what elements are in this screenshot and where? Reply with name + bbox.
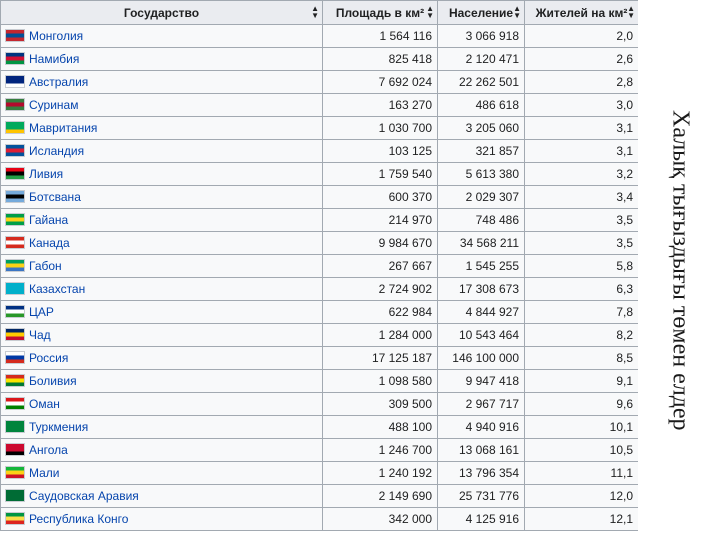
country-cell [1, 416, 323, 439]
sort-icon[interactable]: ▲ ▼ [426, 4, 434, 20]
country-cell [1, 232, 323, 255]
density-cell: 2,6 [525, 48, 639, 71]
country-cell [1, 25, 323, 48]
flag-icon [5, 466, 25, 479]
country-link[interactable]: Казахстан [29, 282, 86, 296]
country-link[interactable]: Россия [29, 351, 69, 365]
density-cell: 3,2 [525, 163, 639, 186]
country-link[interactable]: Ангола [29, 443, 68, 457]
density-cell: 9,1 [525, 370, 639, 393]
country-link[interactable]: Австралия [29, 75, 89, 89]
density-cell: 7,8 [525, 301, 639, 324]
population-cell: 321 857 [438, 140, 525, 163]
population-cell: 748 486 [438, 209, 525, 232]
density-cell: 12,1 [525, 508, 639, 531]
population-cell: 25 731 776 [438, 485, 525, 508]
country-cell [1, 393, 323, 416]
country-cell [1, 439, 323, 462]
population-cell: 2 120 471 [438, 48, 525, 71]
density-cell: 8,5 [525, 347, 639, 370]
flag-icon [5, 374, 25, 387]
header-country-label: Государство [123, 5, 200, 20]
area-cell: 163 270 [323, 94, 438, 117]
area-cell: 622 984 [323, 301, 438, 324]
country-cell [1, 485, 323, 508]
country-link[interactable]: Ливия [29, 167, 64, 181]
flag-icon [5, 259, 25, 272]
flag-icon [5, 213, 25, 226]
flag-icon [5, 121, 25, 134]
density-cell: 10,5 [525, 439, 639, 462]
header-density[interactable] [525, 1, 639, 25]
flag-icon [5, 397, 25, 410]
flag-icon [5, 489, 25, 502]
density-cell: 2,0 [525, 25, 639, 48]
country-link[interactable]: Мавритания [29, 121, 98, 135]
country-cell [1, 48, 323, 71]
population-cell: 34 568 211 [438, 232, 525, 255]
country-cell [1, 278, 323, 301]
flag-icon [5, 144, 25, 157]
country-cell [1, 462, 323, 485]
area-cell: 7 692 024 [323, 71, 438, 94]
density-cell: 10,1 [525, 416, 639, 439]
table-row [1, 370, 639, 393]
population-cell: 13 068 161 [438, 439, 525, 462]
header-country[interactable] [1, 1, 323, 25]
population-cell: 146 100 000 [438, 347, 525, 370]
population-cell: 2 967 717 [438, 393, 525, 416]
area-cell: 17 125 187 [323, 347, 438, 370]
sort-icon[interactable]: ▲ ▼ [513, 4, 521, 20]
country-cell [1, 301, 323, 324]
population-cell: 5 613 380 [438, 163, 525, 186]
area-cell: 600 370 [323, 186, 438, 209]
sort-icon[interactable]: ▲ ▼ [311, 4, 319, 20]
table-row [1, 71, 639, 94]
table-row [1, 25, 639, 48]
area-cell: 2 149 690 [323, 485, 438, 508]
table-row [1, 186, 639, 209]
population-cell: 1 545 255 [438, 255, 525, 278]
area-cell: 1 240 192 [323, 462, 438, 485]
flag-icon [5, 420, 25, 433]
country-cell [1, 370, 323, 393]
area-cell: 1 564 116 [323, 25, 438, 48]
country-link[interactable]: Оман [29, 397, 60, 411]
country-link[interactable]: Канада [29, 236, 70, 250]
density-cell: 6,3 [525, 278, 639, 301]
flag-icon [5, 236, 25, 249]
density-cell: 11,1 [525, 462, 639, 485]
area-cell: 2 724 902 [323, 278, 438, 301]
table-row [1, 140, 639, 163]
table-row [1, 324, 639, 347]
area-cell: 214 970 [323, 209, 438, 232]
flag-icon [5, 282, 25, 295]
area-cell: 825 418 [323, 48, 438, 71]
population-cell: 22 262 501 [438, 71, 525, 94]
country-cell [1, 140, 323, 163]
area-cell: 1 098 580 [323, 370, 438, 393]
population-cell: 13 796 354 [438, 462, 525, 485]
table-row [1, 439, 639, 462]
country-link[interactable]: Исландия [29, 144, 85, 158]
flag-icon [5, 167, 25, 180]
country-link[interactable]: Ботсвана [29, 190, 81, 204]
flag-icon [5, 52, 25, 65]
slide-title: Халық тығыздығы төмен елдер [667, 109, 694, 431]
table-row [1, 393, 639, 416]
country-link[interactable]: Боливия [29, 374, 77, 388]
flag-icon [5, 98, 25, 111]
country-link[interactable]: Намибия [29, 52, 80, 66]
population-cell: 486 618 [438, 94, 525, 117]
population-cell: 2 029 307 [438, 186, 525, 209]
country-cell [1, 209, 323, 232]
country-link[interactable]: Суринам [29, 98, 79, 112]
table-row [1, 255, 639, 278]
population-cell: 4 940 916 [438, 416, 525, 439]
header-population-label: Население [448, 5, 514, 20]
flag-icon [5, 29, 25, 42]
population-cell: 4 844 927 [438, 301, 525, 324]
header-population[interactable] [438, 1, 525, 25]
table-row [1, 462, 639, 485]
flag-icon [5, 512, 25, 525]
table-row [1, 94, 639, 117]
population-cell: 17 308 673 [438, 278, 525, 301]
area-cell: 1 759 540 [323, 163, 438, 186]
country-link[interactable]: Габон [29, 259, 62, 273]
country-cell [1, 94, 323, 117]
country-link[interactable]: ЦАР [29, 305, 54, 319]
table-row [1, 48, 639, 71]
country-link[interactable]: Чад [29, 328, 51, 342]
density-cell: 12,0 [525, 485, 639, 508]
country-cell [1, 186, 323, 209]
area-cell: 267 667 [323, 255, 438, 278]
table-row [1, 117, 639, 140]
country-cell [1, 163, 323, 186]
header-area-label: Площадь в км² [335, 5, 425, 20]
density-cell: 3,5 [525, 209, 639, 232]
density-cell: 3,1 [525, 140, 639, 163]
country-link[interactable]: Саудовская Аравия [29, 489, 139, 503]
table-row [1, 508, 639, 531]
table-row [1, 347, 639, 370]
table-row [1, 209, 639, 232]
table-row [1, 232, 639, 255]
population-cell: 9 947 418 [438, 370, 525, 393]
flag-icon [5, 305, 25, 318]
header-density-label: Жителей на км² [535, 5, 628, 20]
header-area[interactable] [323, 1, 438, 25]
density-cell: 2,8 [525, 71, 639, 94]
country-cell [1, 508, 323, 531]
area-cell: 1 284 000 [323, 324, 438, 347]
country-cell [1, 324, 323, 347]
slide-title-container [640, 0, 720, 540]
table-row [1, 278, 639, 301]
population-cell: 10 543 464 [438, 324, 525, 347]
country-link[interactable]: Республика Конго [29, 512, 129, 526]
flag-icon [5, 351, 25, 364]
density-cell: 3,0 [525, 94, 639, 117]
density-cell: 3,1 [525, 117, 639, 140]
area-cell: 342 000 [323, 508, 438, 531]
population-cell: 3 066 918 [438, 25, 525, 48]
flag-icon [5, 190, 25, 203]
area-cell: 103 125 [323, 140, 438, 163]
sort-icon[interactable]: ▲ ▼ [627, 4, 635, 20]
country-link[interactable]: Мали [29, 466, 60, 480]
table-body [1, 25, 639, 531]
table-row [1, 163, 639, 186]
population-cell: 3 205 060 [438, 117, 525, 140]
country-cell [1, 347, 323, 370]
country-link[interactable]: Монголия [29, 29, 84, 43]
area-cell: 309 500 [323, 393, 438, 416]
country-cell [1, 117, 323, 140]
country-cell [1, 71, 323, 94]
flag-icon [5, 75, 25, 88]
density-cell: 3,5 [525, 232, 639, 255]
table-row [1, 416, 639, 439]
country-link[interactable]: Гайана [29, 213, 69, 227]
area-cell: 1 030 700 [323, 117, 438, 140]
area-cell: 488 100 [323, 416, 438, 439]
density-cell: 3,4 [525, 186, 639, 209]
flag-icon [5, 328, 25, 341]
density-cell: 8,2 [525, 324, 639, 347]
flag-icon [5, 443, 25, 456]
area-cell: 1 246 700 [323, 439, 438, 462]
density-cell: 5,8 [525, 255, 639, 278]
table-row [1, 301, 639, 324]
population-cell: 4 125 916 [438, 508, 525, 531]
density-cell: 9,6 [525, 393, 639, 416]
country-cell [1, 255, 323, 278]
table-row [1, 485, 639, 508]
country-link[interactable]: Туркмения [29, 420, 89, 434]
area-cell: 9 984 670 [323, 232, 438, 255]
table-header-row [1, 1, 639, 25]
